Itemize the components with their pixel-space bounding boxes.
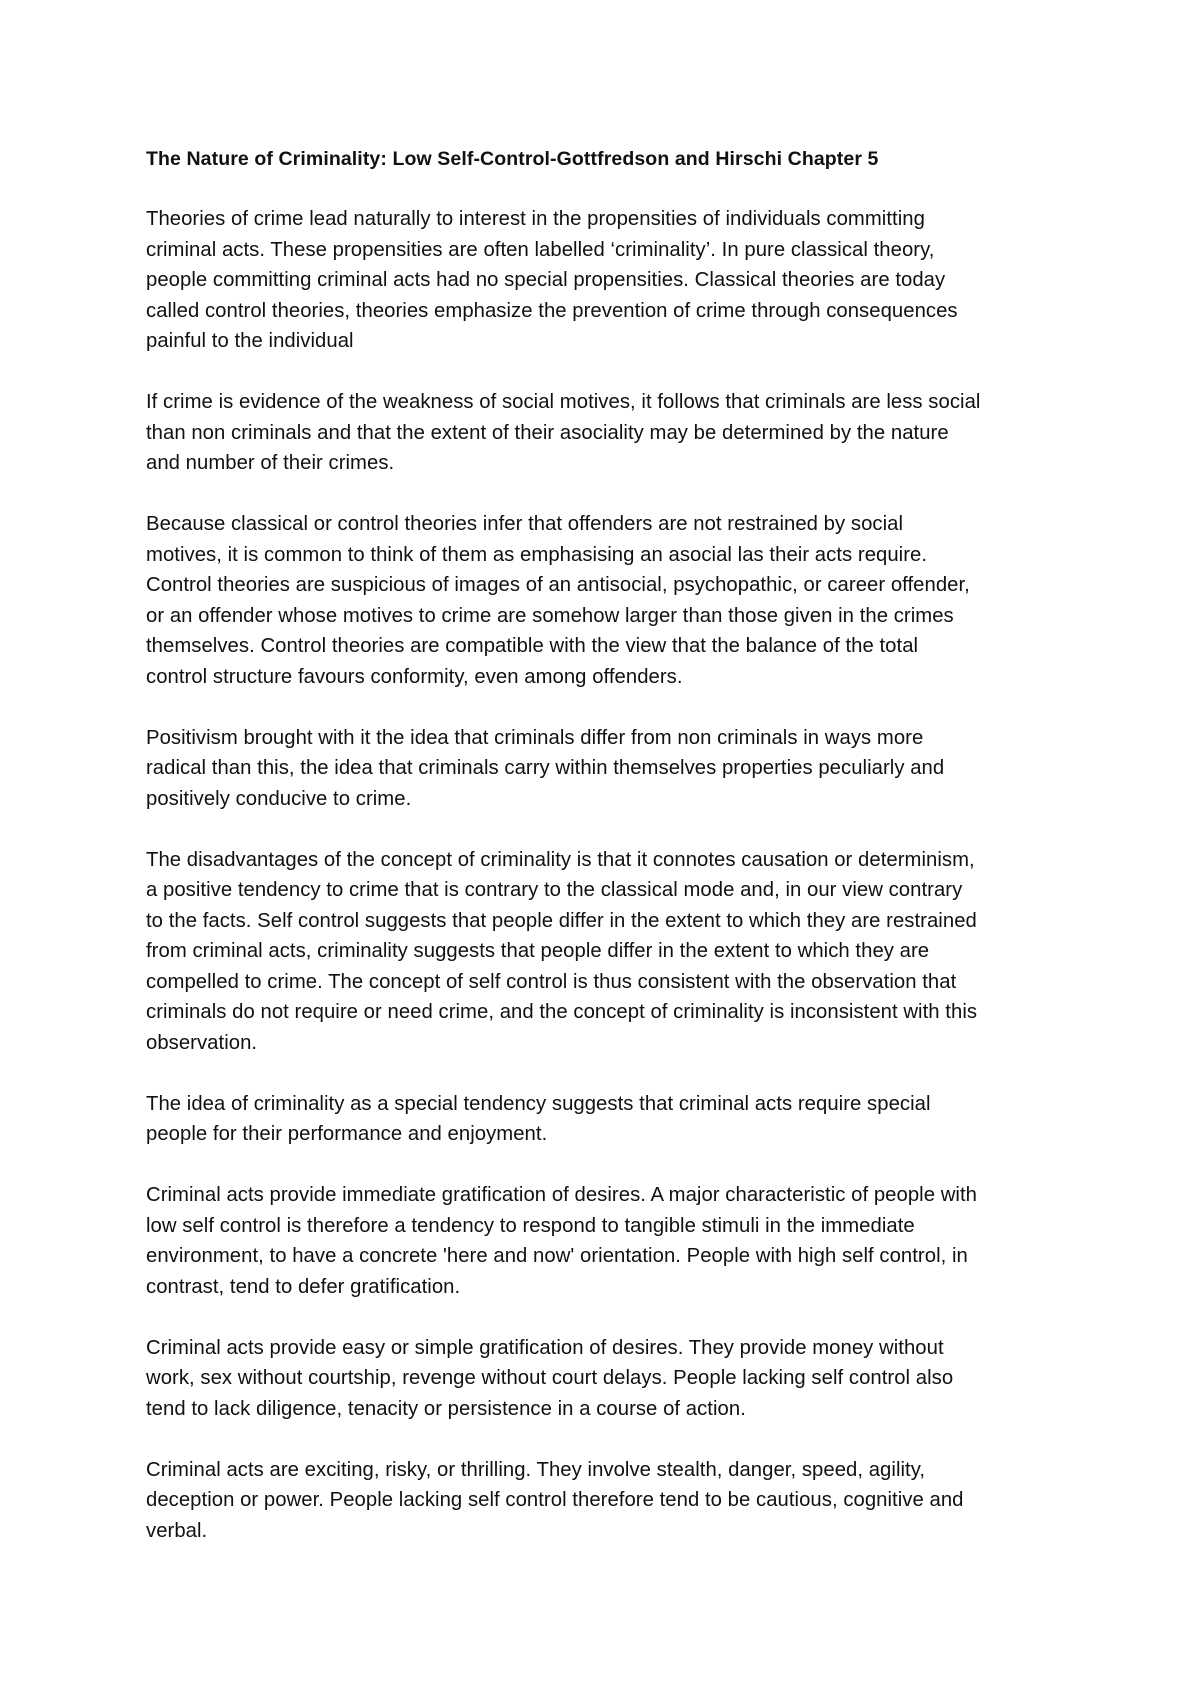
paragraph xyxy=(146,387,1076,479)
text-line: If crime is evidence of the weakness of social motives, it follows that criminals are less social xyxy=(146,391,981,413)
paragraph xyxy=(146,204,1076,357)
paragraph xyxy=(146,1455,1076,1547)
text-line: a positive tendency to crime that is contrary to the classical mode and, in our view contrary xyxy=(146,879,963,901)
text-line: from criminal acts, criminality suggests that people differ in the extent to which they are xyxy=(146,940,930,962)
text-line: Control theories are suspicious of images of an antisocial, psychopathic, or career offender, xyxy=(146,574,970,596)
paragraph xyxy=(146,845,1076,1059)
paragraph xyxy=(146,509,1076,692)
text-line: Criminal acts are exciting, risky, or thrilling. They involve stealth, danger, speed, agility, xyxy=(146,1458,926,1481)
text-line: than non criminals and that the extent of their asociality may be determined by the nature xyxy=(146,421,949,444)
text-line: people for their performance and enjoyment. xyxy=(146,1123,548,1145)
text-line: Because classical or control theories infer that offenders are not restrained by social xyxy=(146,513,904,535)
text-line: Criminal acts provide immediate gratification of desires. A major characteristic of people with xyxy=(146,1184,978,1206)
text-line: deception or power. People lacking self control therefore tend to be cautious, cognitive and xyxy=(146,1489,964,1511)
text-line: painful to the individual xyxy=(146,330,354,352)
text-line: radical than this, the idea that criminals carry within themselves properties peculiarly and xyxy=(146,757,945,779)
text-line: themselves. Control theories are compatible with the view that the balance of the total xyxy=(146,635,919,657)
text-line: positively conducive to crime. xyxy=(146,787,412,810)
text-line: and number of their crimes. xyxy=(146,452,395,474)
text-line: to the facts. Self control suggests that people differ in the extent to which they are restrained xyxy=(146,909,977,932)
text-line: Criminal acts provide easy or simple gratification of desires. They provide money without xyxy=(146,1336,944,1359)
text-line: The disadvantages of the concept of criminality is that it connotes causation or determinism, xyxy=(146,848,975,871)
paragraph xyxy=(146,1333,1076,1425)
paragraph xyxy=(146,723,1076,815)
paragraph xyxy=(146,1180,1076,1302)
text-line: motives, it is common to think of them as emphasising an asocial las their acts require. xyxy=(146,543,928,566)
text-line: or an offender whose motives to crime are somehow larger than those given in the crimes xyxy=(146,604,954,627)
text-line: Theories of crime lead naturally to interest in the propensities of individuals committing xyxy=(146,208,925,230)
document-title: The Nature of Criminality: Low Self-Control-Gottfredson and Hirschi Chapter 5 xyxy=(146,148,879,170)
text-line: criminals do not require or need crime, and the concept of criminality is inconsistent with this xyxy=(146,1001,978,1023)
text-line: verbal. xyxy=(146,1519,208,1542)
document-body xyxy=(146,144,1076,1577)
text-line: The idea of criminality as a special tendency suggests that criminal acts require special xyxy=(146,1092,931,1115)
text-line: Positivism brought with it the idea that criminals differ from non criminals in ways more xyxy=(146,726,924,749)
text-line: work, sex without courtship, revenge without court delays. People lacking self control also xyxy=(146,1367,954,1389)
text-line: criminal acts. These propensities are often labelled ‘criminality’. In pure classical theory, xyxy=(146,238,935,261)
text-line: called control theories, theories emphasize the prevention of crime through consequences xyxy=(146,299,958,322)
text-line: people committing criminal acts had no special propensities. Classical theories are today xyxy=(146,269,946,291)
text-line: control structure favours conformity, even among offenders. xyxy=(146,665,683,688)
text-line: compelled to crime. The concept of self control is thus consistent with the observation that xyxy=(146,970,957,993)
text-line: tend to lack diligence, tenacity or persistence in a course of action. xyxy=(146,1397,746,1420)
paragraph xyxy=(146,1089,1076,1150)
text-line: environment, to have a concrete 'here and now' orientation. People with high self control, in xyxy=(146,1245,968,1267)
text-line: low self control is therefore a tendency to respond to tangible stimuli in the immediate xyxy=(146,1214,915,1237)
text-line: contrast, tend to defer gratification. xyxy=(146,1275,461,1298)
text-line: observation. xyxy=(146,1031,258,1054)
